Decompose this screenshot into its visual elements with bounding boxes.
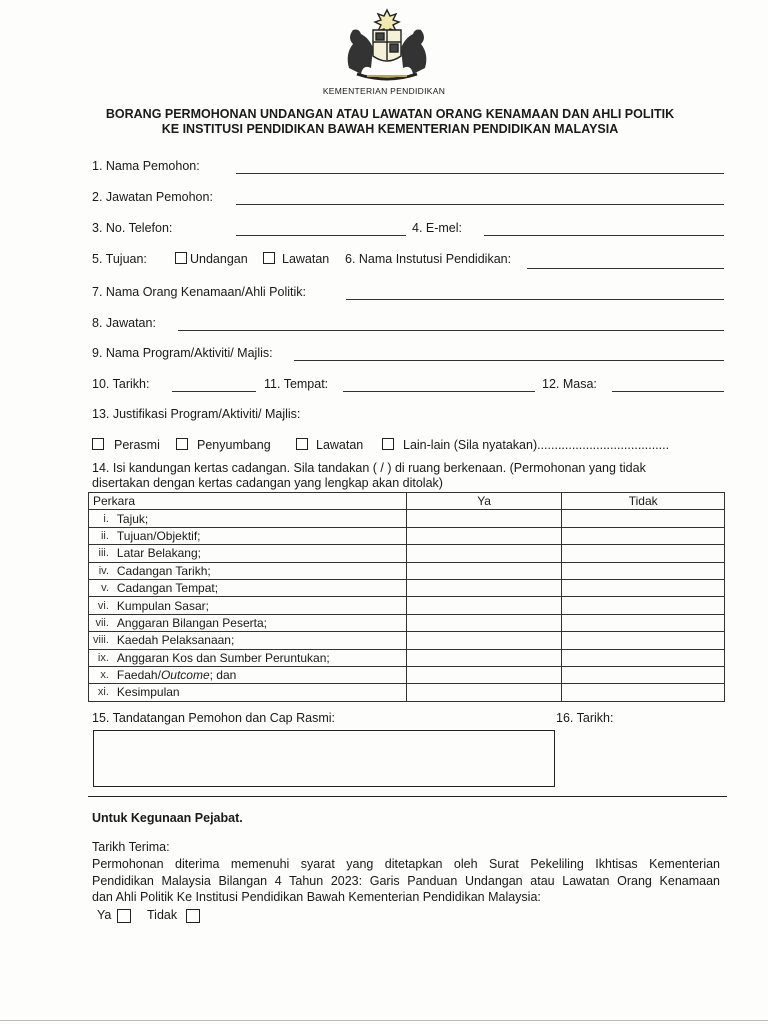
row-number: x.: [89, 666, 111, 683]
section-divider: [88, 796, 727, 797]
row-label: Anggaran Kos dan Sumber Peruntukan;: [111, 649, 406, 666]
table-row: [89, 649, 725, 666]
label-invitation: Undangan: [190, 252, 248, 266]
cell-no[interactable]: [562, 614, 725, 631]
row-label: Anggaran Bilangan Peserta;: [111, 614, 406, 631]
vip-name-field[interactable]: [346, 299, 724, 300]
label-program-name: 9. Nama Program/Aktiviti/ Majlis:: [92, 346, 273, 360]
label-date: 10. Tarikh:: [92, 377, 150, 391]
form-title-line-2: KE INSTITUSI PENDIDIKAN BAWAH KEMENTERIAN PENDIDIKAN MALAYSIA: [161, 122, 619, 136]
label-vip-position: 8. Jawatan:: [92, 316, 156, 330]
row-number: ix.: [89, 649, 111, 666]
institution-field[interactable]: [527, 268, 724, 269]
label-received-date: Tarikh Terima:: [92, 840, 170, 854]
venue-field[interactable]: [343, 391, 535, 392]
header-no: Tidak: [562, 493, 725, 510]
label-institution: 6. Nama Instutusi Pendidikan:: [345, 252, 512, 266]
table-row: [89, 579, 725, 596]
cell-yes[interactable]: [406, 562, 562, 579]
label-visit: Lawatan: [282, 252, 330, 266]
label-others: Lain-lain (Sila nyatakan)......................................: [403, 438, 670, 452]
proposal-instructions-line-1: 14. Isi kandungan kertas cadangan. Sila tandakan ( / ) di ruang berkenaan. (Permohonan yang tidak: [92, 461, 646, 475]
label-signature-date: 16. Tarikh:: [556, 711, 614, 725]
table-row: [89, 562, 725, 579]
row-label: Kesimpulan: [111, 684, 406, 701]
proposal-instructions-line-2: disertakan dengan kertas cadangan yang lengkap akan ditolak): [92, 476, 443, 490]
row-label: Kumpulan Sasar;: [111, 597, 406, 614]
row-label: Cadangan Tarikh;: [111, 562, 406, 579]
form-title: [40, 107, 740, 137]
table-row: [89, 666, 725, 683]
office-paragraph-line-2: Pendidikan Malaysia Bilangan 4 Tahun 2023: Garis Panduan Undangan atau Lawatan Orang Kenamaan: [92, 874, 720, 888]
row-label: Cadangan Tempat;: [111, 579, 406, 596]
label-applicant-name: 1. Nama Pemohon:: [92, 159, 200, 173]
row-label-text: Faedah/: [116, 668, 161, 683]
row-label: Tujuan/Objektif;: [111, 527, 406, 544]
table-row: [89, 510, 725, 527]
cell-yes[interactable]: [406, 649, 562, 666]
cell-no[interactable]: [562, 527, 725, 544]
cell-yes[interactable]: [406, 579, 562, 596]
header-item: Perkara: [89, 493, 407, 510]
time-field[interactable]: [612, 391, 724, 392]
coat-of-arms-icon: [341, 8, 433, 84]
checkbox-office-no[interactable]: [186, 909, 200, 923]
table-row: [89, 632, 725, 649]
row-label: Tajuk;: [111, 510, 406, 527]
proposal-checklist-table: [88, 492, 725, 702]
cell-no[interactable]: [562, 684, 725, 701]
cell-no[interactable]: [562, 649, 725, 666]
page-edge: [0, 1020, 768, 1021]
row-number: xi.: [89, 684, 111, 701]
row-number: vii.: [89, 614, 111, 631]
cell-no[interactable]: [562, 579, 725, 596]
cell-yes[interactable]: [406, 527, 562, 544]
row-number: viii.: [89, 632, 111, 649]
table-header-row: [89, 493, 725, 510]
table-row: [89, 545, 725, 562]
row-label-italic: Outcome: [160, 668, 210, 683]
checkbox-visit-justification[interactable]: [296, 438, 308, 450]
signature-box[interactable]: [93, 730, 555, 787]
cell-yes[interactable]: [406, 632, 562, 649]
label-venue: 11. Tempat:: [264, 377, 329, 391]
cell-no[interactable]: [562, 545, 725, 562]
cell-no[interactable]: [562, 510, 725, 527]
checkbox-contributor[interactable]: [176, 438, 188, 450]
office-use-heading: Untuk Kegunaan Pejabat.: [92, 811, 243, 825]
program-name-field[interactable]: [294, 360, 724, 361]
checkbox-visit[interactable]: [263, 252, 275, 264]
checkbox-invitation[interactable]: [175, 252, 187, 264]
cell-yes[interactable]: [406, 510, 562, 527]
row-label: Kaedah Pelaksanaan;: [111, 632, 406, 649]
vip-position-field[interactable]: [178, 330, 724, 331]
cell-no[interactable]: [562, 632, 725, 649]
cell-yes[interactable]: [406, 666, 562, 683]
row-label-tail: ; dan: [209, 668, 237, 683]
table-row: [89, 614, 725, 631]
office-paragraph-line-3: dan Ahli Politik Ke Institusi Pendidikan Bawah Kementerian Pendidikan Malaysia:: [92, 890, 541, 904]
row-number: iv.: [89, 562, 111, 579]
cell-yes[interactable]: [406, 614, 562, 631]
table-row: [89, 527, 725, 544]
table-row: [89, 684, 725, 701]
date-field[interactable]: [172, 391, 256, 392]
cell-yes[interactable]: [406, 545, 562, 562]
email-field[interactable]: [484, 235, 724, 236]
label-office-no: Tidak: [147, 908, 178, 922]
phone-field[interactable]: [236, 235, 406, 236]
row-number: v.: [89, 579, 111, 596]
label-phone: 3. No. Telefon:: [92, 221, 173, 235]
row-number: iii.: [89, 545, 111, 562]
row-number: i.: [89, 510, 111, 527]
label-purpose: 5. Tujuan:: [92, 252, 147, 266]
checkbox-officiate[interactable]: [92, 438, 104, 450]
label-applicant-position: 2. Jawatan Pemohon:: [92, 190, 213, 204]
cell-yes[interactable]: [406, 684, 562, 701]
cell-no[interactable]: [562, 666, 725, 683]
row-number: ii.: [89, 527, 111, 544]
table-row: [89, 597, 725, 614]
cell-no[interactable]: [562, 562, 725, 579]
checkbox-office-yes[interactable]: [117, 909, 131, 923]
label-office-yes: Ya: [97, 908, 112, 922]
applicant-name-field[interactable]: [236, 173, 724, 174]
ministry-name: KEMENTERIAN PENDIDIKAN: [322, 86, 446, 96]
cell-no[interactable]: [562, 597, 725, 614]
label-contributor: Penyumbang: [197, 438, 271, 452]
header-yes: Ya: [406, 493, 562, 510]
label-time: 12. Masa:: [542, 377, 597, 391]
cell-yes[interactable]: [406, 597, 562, 614]
label-visit-justification: Lawatan: [316, 438, 364, 452]
label-officiate: Perasmi: [114, 438, 160, 452]
applicant-position-field[interactable]: [236, 204, 724, 205]
office-paragraph-line-1: Permohonan diterima memenuhi syarat yang ditetapkan oleh Surat Pekeliling Ikhtisas Kementerian: [92, 857, 720, 871]
label-email: 4. E-mel:: [412, 221, 463, 235]
label-justification: 13. Justifikasi Program/Aktiviti/ Majlis:: [92, 407, 301, 421]
label-signature: 15. Tandatangan Pemohon dan Cap Rasmi:: [92, 711, 335, 725]
row-label: Latar Belakang;: [111, 545, 406, 562]
row-label: [111, 666, 406, 683]
checkbox-others[interactable]: [382, 438, 394, 450]
label-vip-name: 7. Nama Orang Kenamaan/Ahli Politik:: [92, 285, 306, 299]
form-title-line-1: BORANG PERMOHONAN UNDANGAN ATAU LAWATAN ORANG KENAMAAN DAN AHLI POLITIK: [105, 107, 675, 121]
row-number: vi.: [89, 597, 111, 614]
